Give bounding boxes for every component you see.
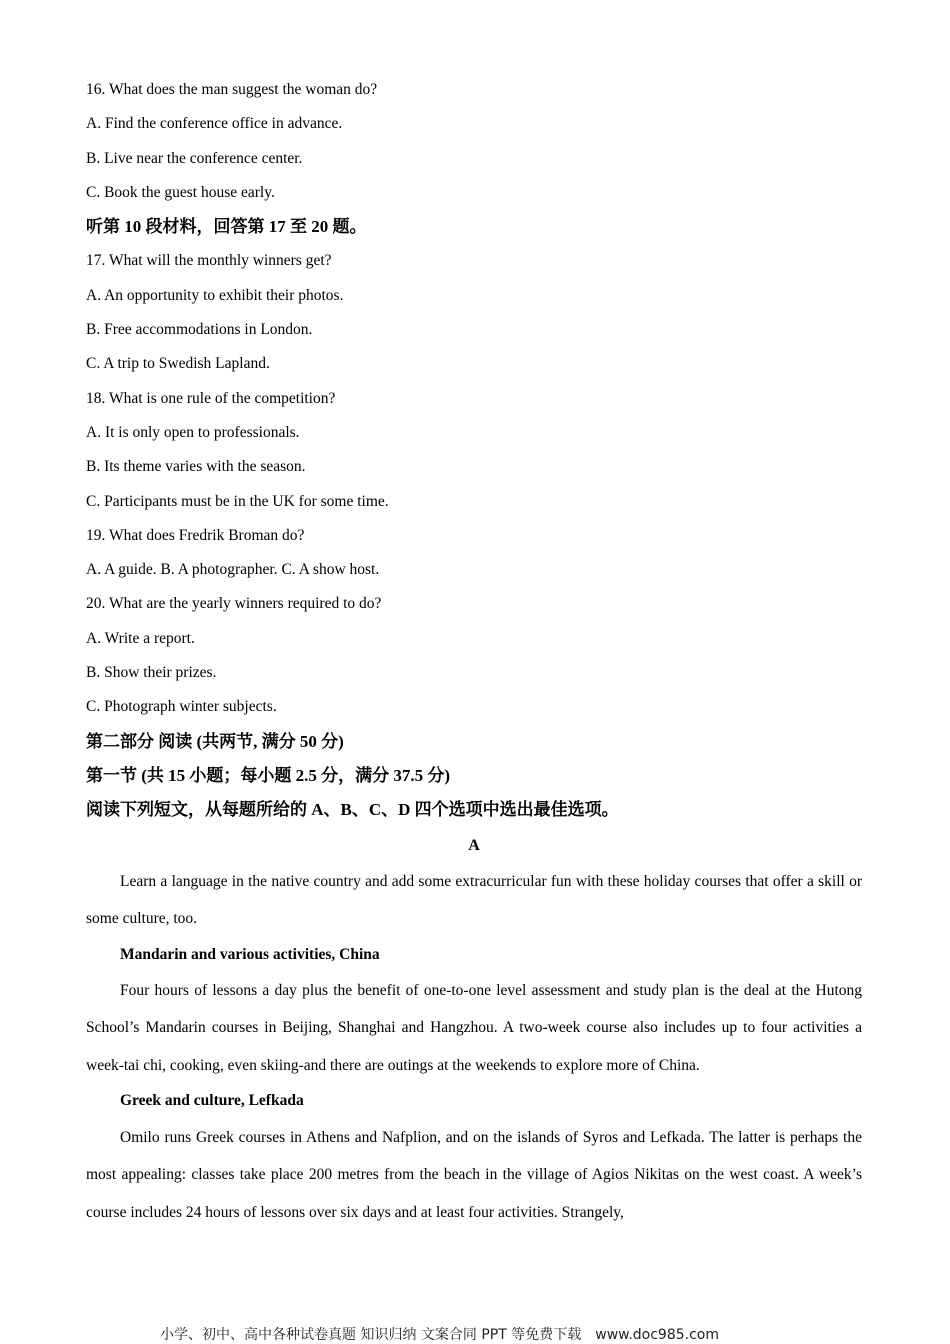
passage-paragraph: Four hours of lessons a day plus the benefit of one-to-one level assessment and study plan is the deal at the Hutong School’s Mandarin courses in Beijing, Shanghai and Hangzhou. A two-week course also includes up to four activities a week-tai chi, cooking, even skiing-and there are outings at the weekends to explore more of China. (86, 981, 862, 1074)
option: B. Free accommodations in London. (86, 321, 313, 339)
question-17: 17. What will the monthly winners get? (86, 252, 332, 270)
option: B. Its theme varies with the season. (86, 458, 306, 476)
option: C. Participants must be in the UK for some time. (86, 492, 389, 510)
option: C. A trip to Swedish Lapland. (86, 355, 270, 373)
option: A. A guide. B. A photographer. C. A show host. (86, 561, 380, 579)
option: B. Live near the conference center. (86, 149, 303, 167)
reading-instruction: 阅读下列短文，从每题所给的 A、B、C、D 四个选项中选出最佳选项。 (86, 800, 619, 820)
passage-title: A (468, 836, 480, 854)
option: C. Photograph winter subjects. (86, 698, 277, 716)
section-instruction: 听第 10 段材料，回答第 17 至 20 题。 (86, 217, 367, 237)
part-heading: 第二部分 阅读 (共两节, 满分 50 分) (86, 731, 344, 751)
footer-url[interactable]: www.doc985.com (595, 1327, 719, 1343)
passage-subheading: Mandarin and various activities, China (120, 945, 380, 963)
passage-subheading: Greek and culture, Lefkada (120, 1092, 304, 1110)
option: A. It is only open to professionals. (86, 423, 300, 441)
option: C. Book the guest house early. (86, 183, 275, 201)
footer-text: 小学、初中、高中各种试卷真题 知识归纳 文案合同 PPT 等免费下载 (160, 1327, 582, 1343)
option: A. Write a report. (86, 629, 195, 647)
footer (160, 1324, 719, 1344)
section-heading: 第一节 (共 15 小题；每小题 2.5 分，满分 37.5 分) (86, 765, 451, 785)
option: B. Show their prizes. (86, 664, 217, 682)
document-page (86, 73, 862, 1231)
passage-intro: Learn a language in the native country and add some extracurricular fun with these holiday courses that offer a skill or some culture, too. (86, 872, 862, 928)
question-20: 20. What are the yearly winners required to do? (86, 595, 382, 613)
passage-paragraph: Omilo runs Greek courses in Athens and Nafplion, and on the islands of Syros and Lefkada. The latter is perhaps the most appealing: classes take place 200 metres from the beach in the village of Agios Nikitas on the west coast. A week’s course includes 24 hours of lessons over six days and at least four activities. Strangely, (86, 1128, 862, 1221)
question-16: 16. What does the man suggest the woman do? (86, 81, 378, 98)
question-18: 18. What is one rule of the competition? (86, 389, 336, 407)
option: A. Find the conference office in advance. (86, 115, 343, 133)
option: A. An opportunity to exhibit their photos. (86, 286, 344, 304)
question-19: 19. What does Fredrik Broman do? (86, 526, 305, 544)
